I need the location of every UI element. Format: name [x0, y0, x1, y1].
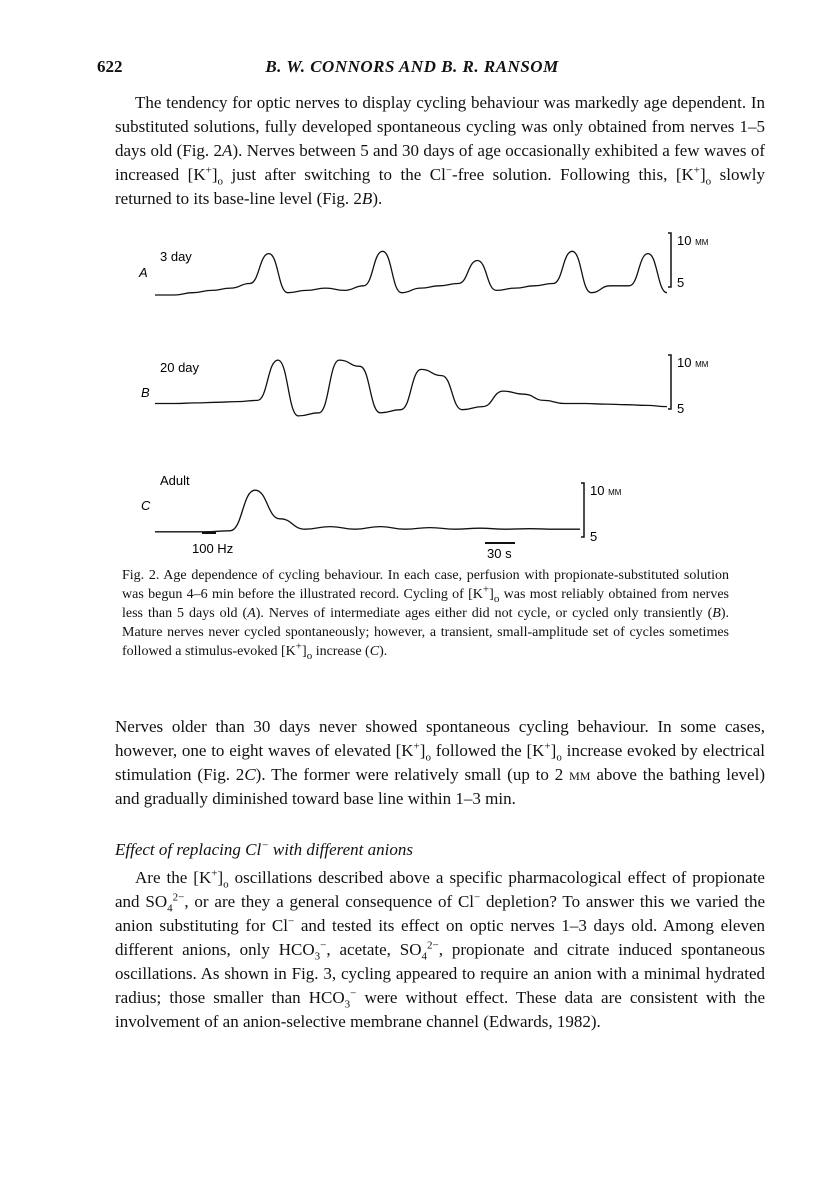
scale-b-bottom: 5 [677, 401, 685, 416]
panel-letter-b: B [141, 385, 150, 400]
scale-a-unit: mm [695, 236, 709, 248]
time-scale-label: 30 s [487, 546, 512, 561]
paragraph-3: Are the $[K^+]_o$ oscillations described above a specific pharmacological effect of propionate and $SO_4^{2-}$, or are they a general consequence of Cl− depletion? To answer this we varied the anion substituting for Cl− and tested its effect on optic nerves 1–3 days old. Among eleven different anions, only $HCO_3^-$, acetate, $SO_4^{2-}$, propionate and citrate induced spontaneous oscillations. As shown in Fig. 3, cycling appeared to require an anion with a minimal hydrated radius; those smaller than $HCO_3^-$ were without effect. These data are consistent with the involvement of an anion-selective membrane channel (Edwards, 1982). [115, 867, 765, 1031]
scale-a-bottom: 5 [677, 275, 685, 290]
panel-b [141, 355, 709, 416]
section-heading: Effect of replacing Cl− with different anions [115, 839, 413, 859]
paragraph-1: The tendency for optic nerves to display cycling behaviour was markedly age dependent. In substituted solutions, fully developed spontaneous cycling was only obtained from nerves 1–5 days old (Fig. 2A). Nerves between 5 and 30 days of age occasionally exhibited a few waves of increased $[K^+]_o$ just after switching to the Cl−-free solution. Following this, $[K^+]_o$ slowly returned to its base-line level (Fig. 2B). [115, 93, 766, 208]
panel-c-age-label: Adult [160, 473, 190, 488]
figure-caption: Fig. 2. Age dependence of cycling behaviour. In each case, perfusion with propionate-substituted solution was begun 4–6 min before the illustrated record. Cycling of $[K^+]_o$ was most reliably obtained from nerves less than 5 days old (A). Nerves of intermediate ages either did not cycle, or cycled only transiently (B). Mature nerves never cycled spontaneously; however, a transient, small-amplitude set of cycles sometimes followed a stimulus-evoked $[K^+]_o$ increase (C). [122, 568, 730, 662]
svg-text:10 mm [677, 355, 709, 370]
running-head: B. W. CONNORS AND B. R. RANSOM [265, 57, 559, 76]
scale-bar-a [668, 233, 671, 287]
panel-a [138, 233, 709, 295]
scale-bar-b [668, 355, 671, 409]
scale-b-unit: mm [695, 358, 709, 370]
scale-b-top: 10 [677, 355, 692, 370]
trace-c [155, 490, 580, 532]
figure-2 [115, 225, 735, 565]
panel-letter-c: C [141, 498, 151, 513]
trace-b [155, 360, 667, 416]
scale-c-bottom: 5 [590, 529, 598, 544]
scale-a-top: 10 [677, 233, 692, 248]
paragraph-2: Nerves older than 30 days never showed spontaneous cycling behaviour. In some cases, however, one to eight waves of elevated $[K^+]_o$ followed the $[K^+]_o$ increase evoked by electrical stimulation (Fig. 2C). The former were relatively small (up to 2 mm above the bathing level) and gradually diminished toward base line within 1–3 min. [115, 717, 765, 808]
page-number: 622 [97, 57, 123, 76]
panel-a-age-label: 3 day [160, 249, 192, 264]
panel-c [141, 473, 622, 561]
svg-text:10 mm [677, 233, 709, 248]
svg-text:10 mm [590, 483, 622, 498]
trace-a [155, 251, 667, 295]
scale-c-unit: mm [608, 486, 622, 498]
scale-c-top: 10 [590, 483, 605, 498]
panel-b-age-label: 20 day [160, 360, 200, 375]
panel-letter-a: A [139, 265, 148, 280]
page-header [97, 57, 727, 83]
stimulus-label: 100 Hz [192, 541, 234, 556]
scale-bar-c [581, 483, 584, 537]
